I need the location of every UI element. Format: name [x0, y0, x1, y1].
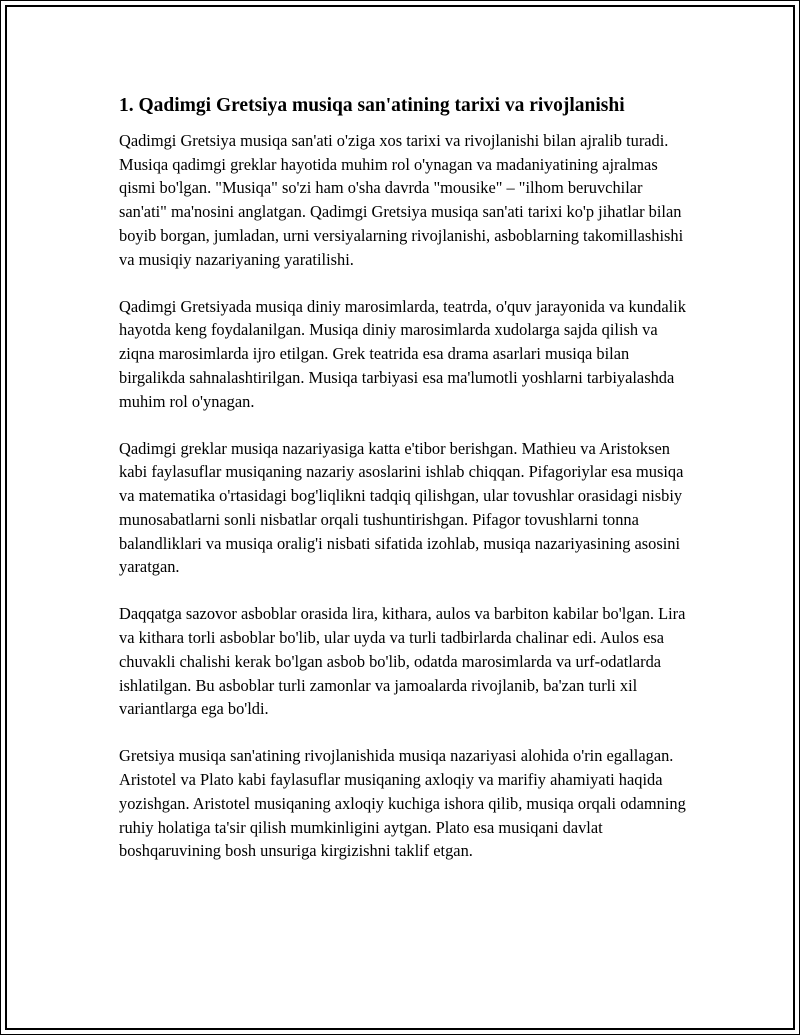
section-heading: 1. Qadimgi Gretsiya musiqa san'atining tarixi va rivojlanishi: [119, 95, 625, 116]
paragraph-2: Qadimgi Gretsiyada musiqa diniy marosimlarda, teatrda, o'quv jarayonida va kundalik hayotda keng foydalanilgan. Musiqa diniy marosimlarda xudolarga sajda qilish va ziqna marosimlarda ijro etilgan. Grek teatrida esa drama asarlari musiqa bilan birgalikda sahnalashtirilgan. Musiqa tarbiyasi esa ma'lumotli yoshlarni tarbiyalashda muhim rol o'ynagan.: [119, 296, 686, 411]
paragraph-5: Gretsiya musiqa san'atining rivojlanishida musiqa nazariyasi alohida o'rin egallagan. Aristotel va Plato kabi faylasuflar musiqaning axloqiy va marifiy ahamiyati haqida yozishgan. Aristotel musiqaning axloqiy kuchiga ishora qilib, musiqa orqali odamning ruhiy holatiga ta'sir qilish mumkinligini aytgan. Plato esa musiqani davlat boshqaruvining bosh unsuriga kirgizishni taklif etgan.: [119, 746, 686, 861]
paragraph-3: Qadimgi greklar musiqa nazariyasiga katta e'tibor berishgan. Mathieu va Aristoksen kabi faylasuflar musiqaning nazariy asoslarini ishlab chiqqan. Pifagoriylar esa musiqa va matematika o'rtasidagi bog'liqlikni tadqiq qilishgan, ular tovushlar orasidagi nisbiy munosabatlarni sonli nisbatlar orqali tushuntirishgan. Pifagor tovushlarni tonna balandliklari va musiqa oralig'i nisbati sifatida izohlab, musiqa nazariyasining asosini yaratgan.: [119, 438, 684, 577]
paragraph-4: Daqqatga sazovor asboblar orasida lira, kithara, aulos va barbiton kabilar bo'lgan. Lira va kithara torli asboblar bo'lib, ular uyda va turli tadbirlarda chalinar edi. Aulos esa chuvakli chalishi kerak bo'lgan asbob bo'lib, odatda marosimlarda va urf-odatlarda ishlatilgan. Bu asboblar turli zamonlar va jamoalarda rivojlanib, ba'zan turli xil variantlarga ega bo'ldi.: [119, 604, 686, 719]
document-body: [119, 93, 691, 886]
paragraph-1: Qadimgi Gretsiya musiqa san'ati o'ziga xos tarixi va rivojlanishi bilan ajralib turadi. Musiqa qadimgi greklar hayotida muhim rol o'ynagan va madaniyatining ajralmas qismi bo'lgan. "Musiqa" so'zi ham o'sha davrda "mousike" – "ilhom beruvchilar san'ati" ma'nosini anglatgan. Qadimgi Gretsiya musiqa san'ati tarixi ko'p jihatlar bilan boyib borgan, jumladan, urni versiyalarning rivojlanishi, asboblarning takomillashishi va musiqiy nazariyaning yaratilishi.: [119, 131, 684, 269]
